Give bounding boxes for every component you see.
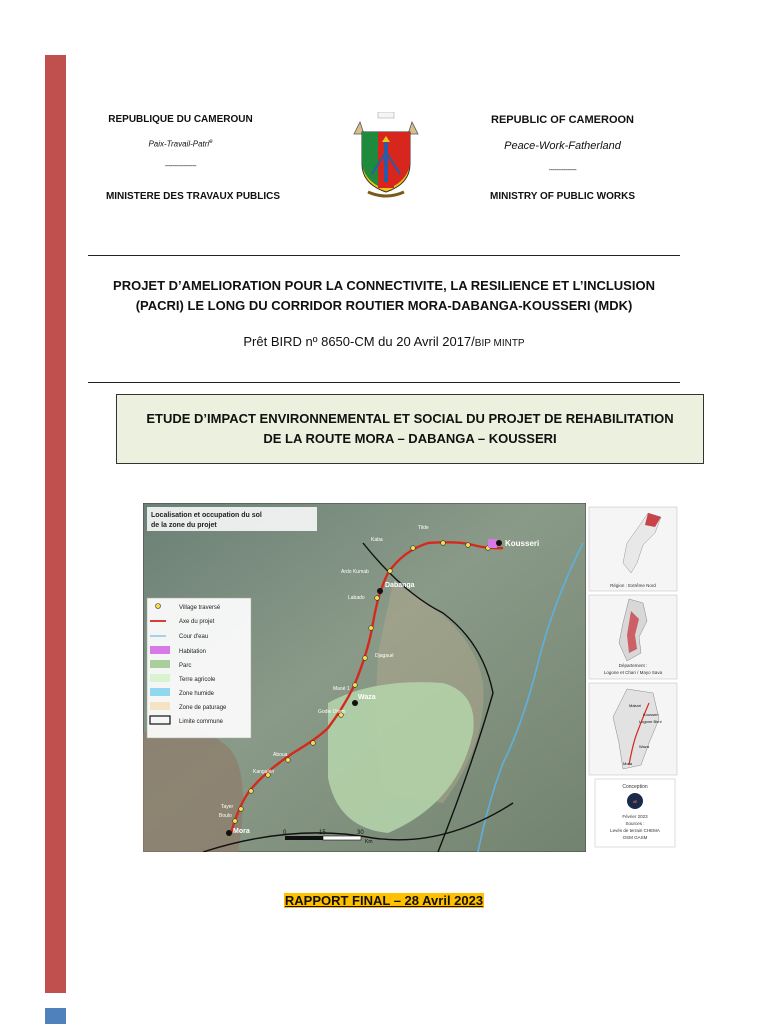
legend-village: Village traversé bbox=[179, 605, 221, 611]
project-title-line-1: PROJET D’AMELIORATION POUR LA CONNECTIVITE, LA RESILIENCE ET L’INCLUSION bbox=[113, 278, 655, 293]
map-title-line-1: Localisation et occupation du sol bbox=[151, 512, 262, 519]
legend-wetland: Zone humide bbox=[179, 691, 215, 697]
bottom-divider bbox=[88, 382, 680, 383]
inset-department-caption-1: Département : bbox=[618, 663, 648, 668]
project-title bbox=[88, 276, 680, 316]
credits-sources-title: Sources : bbox=[625, 821, 645, 826]
inset-department-map bbox=[589, 595, 677, 679]
inset-commune-map bbox=[589, 683, 677, 775]
loan-reference: Prêt BIRD nº 8650-CM du 20 Avril 2017/BIP MINTP bbox=[243, 334, 525, 349]
study-title-box bbox=[116, 394, 704, 464]
inset-label-kousseri: Kousseri bbox=[643, 712, 659, 717]
inset-department-caption-2: Logone et Chari / Mayo Sava bbox=[603, 670, 663, 675]
scale-label-0: 0 bbox=[283, 830, 287, 836]
scale-label-15: 15 bbox=[319, 830, 326, 836]
credits-title: Conception bbox=[622, 784, 648, 790]
project-title-line-2: (PACRI) LE LONG DU CORRIDOR ROUTIER MORA-DABANGA-KOUSSERI (MDK) bbox=[135, 298, 633, 313]
legend-road: Axe du projet bbox=[179, 619, 215, 625]
label-boulo: Boulo bbox=[219, 813, 232, 819]
left-country-name: REPUBLIQUE DU CAMEROUN bbox=[108, 114, 253, 125]
scale-unit: Km bbox=[365, 839, 373, 845]
legend-park: Parc bbox=[179, 663, 192, 669]
bottom-accent-square bbox=[45, 1008, 66, 1024]
top-divider bbox=[88, 255, 680, 256]
label-tilde: Tilde bbox=[418, 525, 429, 531]
right-separator: --------------- bbox=[548, 167, 577, 174]
left-separator: ----------------- bbox=[164, 163, 197, 170]
study-title-line-2: DE LA ROUTE MORA – DABANGA – KOUSSERI bbox=[263, 431, 557, 446]
study-title-line-1: ETUDE D’IMPACT ENVIRONNEMENTAL ET SOCIAL DU PROJET DE REHABILITATION bbox=[146, 411, 674, 426]
kousseri-habitation bbox=[488, 539, 497, 548]
legend-habitation: Habitation bbox=[179, 649, 207, 655]
label-ardo-kumab: Ardo Kumab bbox=[341, 569, 369, 575]
label-djagaue: Djagaué bbox=[375, 653, 394, 659]
credits-sources-1: Levés de terrain CHEMA bbox=[610, 828, 660, 833]
label-maoe: Maoé 1 bbox=[333, 686, 350, 692]
legend-boundary: Limite commune bbox=[179, 719, 224, 725]
inset-label-mora: Mora bbox=[623, 761, 633, 766]
legend-grazing: Zone de paturage bbox=[179, 705, 227, 711]
label-kaba: Kaba bbox=[371, 537, 383, 543]
scale-label-30: 30 bbox=[357, 830, 364, 836]
inset-label-makari: Makari bbox=[629, 703, 642, 708]
left-ministry-name: MINISTERE DES TRAVAUX PUBLICS bbox=[105, 191, 281, 202]
label-godie: Godie Dhimi bbox=[318, 709, 346, 715]
legend-river: Cour d'eau bbox=[179, 634, 209, 640]
map-title-line-2: de la zone du projet bbox=[151, 522, 217, 529]
label-labado: Labado bbox=[348, 595, 365, 601]
map-credits bbox=[595, 779, 675, 847]
inset-label-logone-birni: Logone Birni bbox=[639, 719, 662, 724]
label-kangaleri: Kangaléri bbox=[253, 769, 275, 775]
credits-sources-2: OSM GASM bbox=[622, 835, 648, 840]
label-mora: Mora bbox=[233, 828, 250, 835]
legend-farmland: Terre agricole bbox=[179, 677, 216, 683]
right-ministry-name: MINISTRY OF PUBLIC WORKS bbox=[490, 191, 635, 202]
inset-region-caption: Région : Extrême Nord bbox=[610, 583, 656, 588]
svg-text:///: /// bbox=[633, 799, 637, 804]
label-kousseri: Kousseri bbox=[505, 539, 540, 548]
coat-of-arms-emblem bbox=[348, 112, 424, 198]
left-accent-bar bbox=[45, 55, 66, 993]
project-map-figure bbox=[143, 503, 680, 852]
label-tayer: Tayer bbox=[221, 804, 234, 810]
map-legend bbox=[147, 598, 251, 738]
left-motto: Paix-Travail-Patri$^e$ bbox=[148, 139, 213, 149]
right-motto: Peace-Work-Fatherland bbox=[504, 140, 621, 152]
inset-region-map bbox=[589, 507, 677, 591]
label-dabanga: Dabanga bbox=[385, 582, 415, 589]
report-label: RAPPORT FINAL – 28 Avril 2023 bbox=[284, 893, 484, 908]
credits-date: Février 2023 bbox=[622, 814, 648, 819]
label-aboua: Aboua bbox=[273, 752, 288, 758]
right-country-name: REPUBLIC OF CAMEROON bbox=[491, 114, 634, 126]
inset-label-waza: Waza bbox=[639, 744, 650, 749]
label-waza: Waza bbox=[358, 694, 376, 701]
